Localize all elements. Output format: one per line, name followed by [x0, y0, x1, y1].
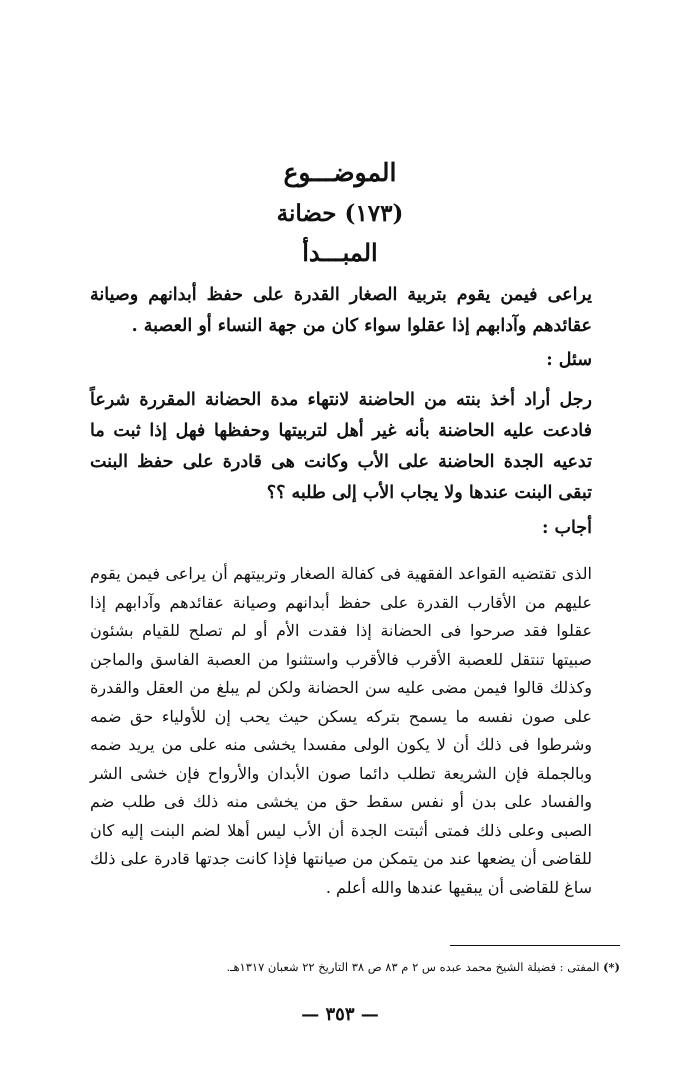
principle-paragraph: [90, 280, 592, 342]
fatwa-number-heading: (١٧٣) حضانة: [276, 200, 404, 227]
principle-heading: المبـــدأ: [302, 238, 378, 267]
topic-heading: الموضـــوع: [283, 158, 397, 187]
question-paragraph: [90, 385, 592, 509]
question-text: رجل أراد أخذ بنته من الحاضنة لانتهاء مدة الحضانة المقررة شرعاً فادعت عليه الحاضنة بأنه غير أهل لتربيتها وحفظها فهل إذا ثبت ما تدعيه الجدة الحاضنة على الأب وكانت هى قادرة على حفظ البنت تبقى البنت عندها ولا يجاب الأب إلى طلبه ؟؟: [90, 390, 592, 503]
answer-label: أجاب :: [541, 518, 592, 538]
footnote-divider: [450, 945, 620, 946]
page-number: — ٣٥٣ —: [301, 1004, 379, 1025]
principle-text: يراعى فيمن يقوم بتربية الصغار القدرة على حفظ أبدانهم وصيانة عقائدهم وآدابهم إذا عقلوا سواء كان من جهة النساء أو العصبة .: [90, 285, 592, 336]
answer-text: الذى تقتضيه القواعد الفقهية فى كفالة الصغار وتربيتهم أن يراعى فيمن يقوم عليهم من الأقارب القدرة على حفظ أبدانهم وصيانة عقائدهم وآدابهم إذا عقلوا فقد صرحوا فى الحضانة إذا فقدت الأم أو لم تصلح للقيام بشئون صبيتها تنتقل للعصبة الأقرب فالأقرب واستثنوا من العصبة الفاسق والماجن وكذلك قالوا فيمن مضى عليه سن الحضانة ولكن لم يبلغ من العقل والقدرة على صون نفسه ما يسمح بتركه يسكن حيث يحب إن للأولياء حق ضمه وشرطوا فى ذلك أن لا يكون الولى مفسدا يخشى منه على من يريد ضمه وبالجملة فإن الشريعة تطلب دائما صون الأبدان والأرواح فإن خشى الشر والفساد على بدن أو نفس سقط حق من يخشى منه ذلك فى طلب ضم الصبى وعلى ذلك فمتى أثبتت الجدة أن الأب ليس أهلا لضم البنت إليه كان للقاضى أن يضعها عند من يتمكن من صيانتها فإذا كانت جدتها قادرة على ذلك ساغ للقاضى أن يبقيها عندها والله أعلم .: [90, 564, 592, 897]
question-label: سئل :: [546, 350, 592, 370]
footnote-mark: (*): [603, 960, 620, 974]
footnote: [80, 958, 620, 976]
answer-paragraph: [90, 560, 592, 902]
footnote-text: المفتى : فضيلة الشيخ محمد عبده س ٢ م ٨٣ ص ٣٨ التاريخ ٢٢ شعبان ١٣١٧هـ.: [226, 960, 600, 974]
